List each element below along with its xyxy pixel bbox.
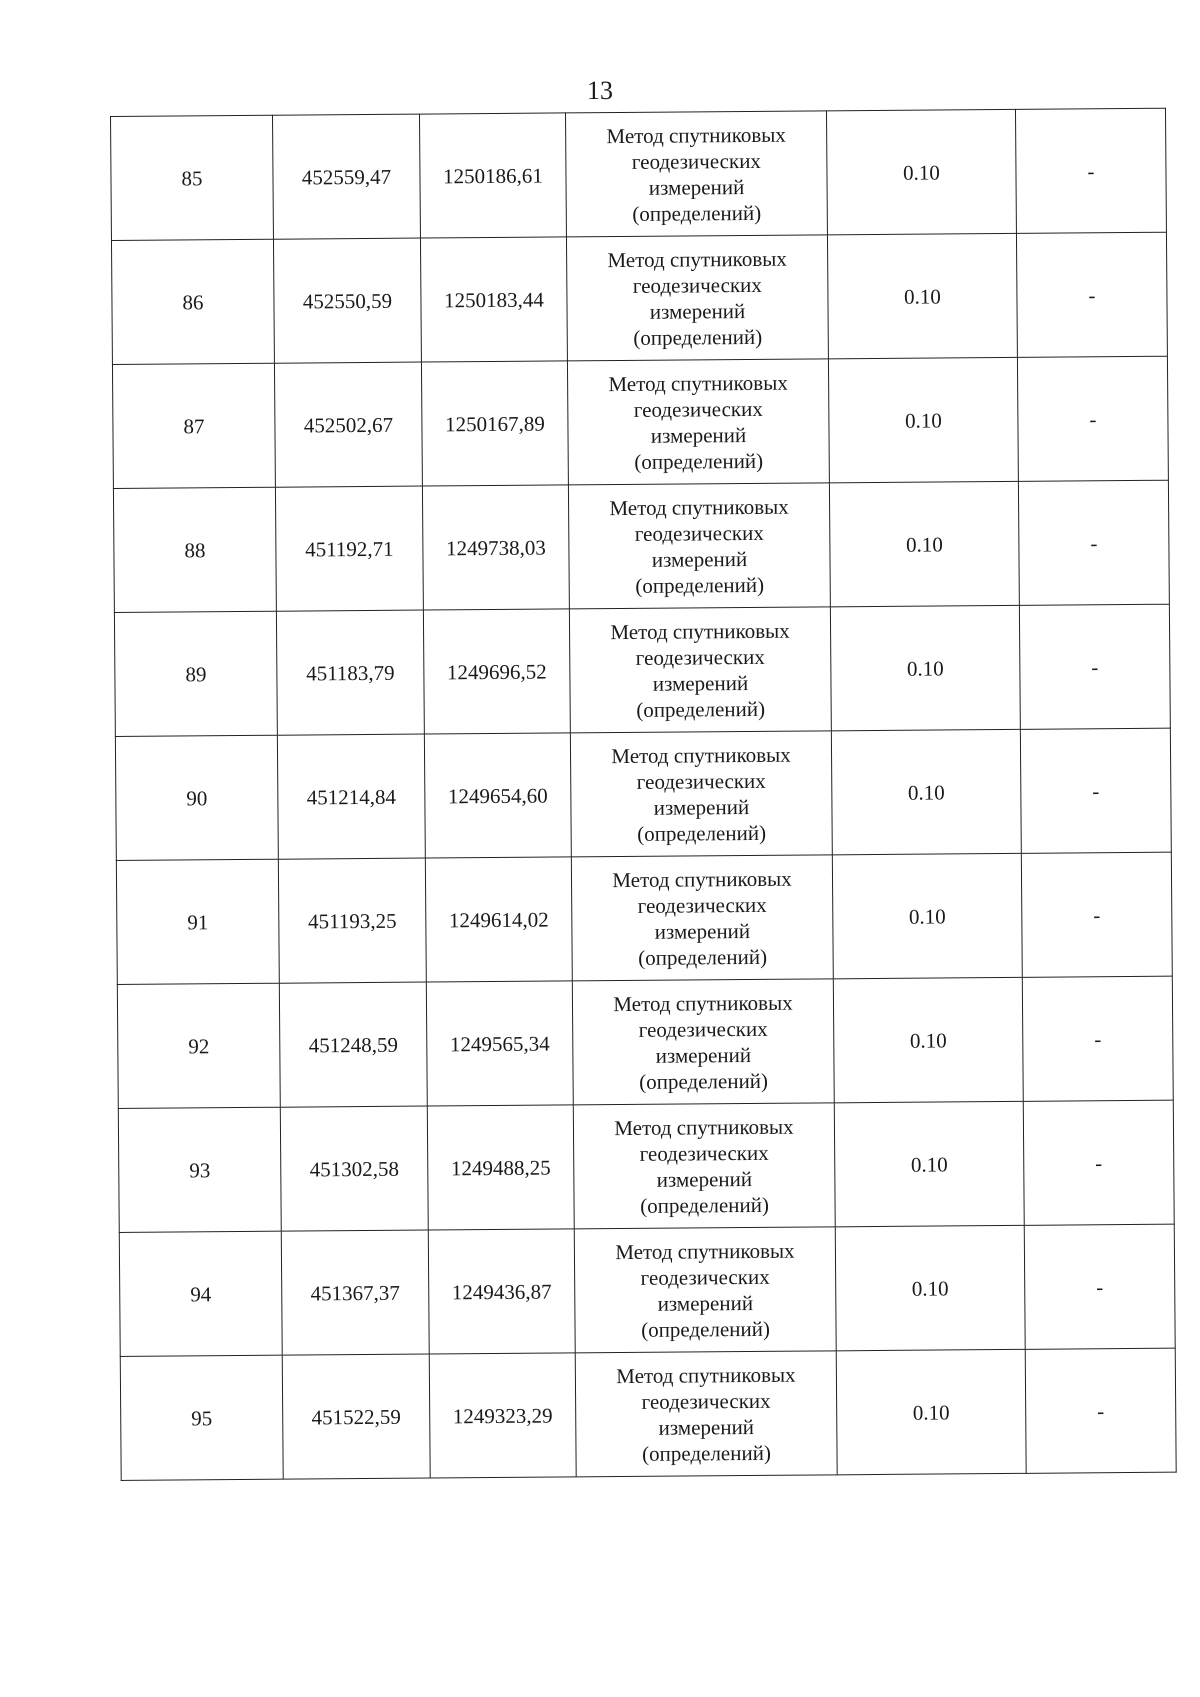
note-cell: - <box>1020 728 1171 853</box>
method-text-line: измерений <box>649 298 746 324</box>
y-coordinate-cell: 1249565,34 <box>426 981 573 1106</box>
accuracy-cell: 0.10 <box>832 853 1022 978</box>
method-text-line: Метод спутниковых <box>607 246 787 272</box>
point-number-cell: 93 <box>118 1107 281 1232</box>
method-text-line: (определений) <box>633 324 763 350</box>
x-coordinate-cell: 451367,37 <box>281 1230 429 1355</box>
table-row <box>114 604 1170 736</box>
table-row <box>111 232 1167 364</box>
method-text-line: (определений) <box>636 696 766 722</box>
method-text-line: Метод спутниковых <box>609 494 789 520</box>
method-text-line: Метод спутниковых <box>614 1114 794 1140</box>
method-cell <box>570 731 832 857</box>
method-text-line: измерений <box>654 918 751 944</box>
note-cell: - <box>1019 604 1170 729</box>
note-cell: - <box>1024 1224 1175 1349</box>
method-cell <box>571 855 833 981</box>
coordinates-table <box>110 108 1177 1481</box>
method-cell <box>574 1227 836 1353</box>
method-text-line: геодезических <box>641 1388 771 1414</box>
table-row <box>116 852 1172 984</box>
accuracy-cell: 0.10 <box>828 357 1018 482</box>
method-text-line: измерений <box>658 1414 755 1440</box>
point-number-cell: 91 <box>116 859 279 984</box>
table-row <box>120 1348 1176 1480</box>
accuracy-cell: 0.10 <box>836 1349 1026 1474</box>
method-text-line: Метод спутниковых <box>610 618 790 644</box>
method-text-line: Метод спутниковых <box>615 1238 795 1264</box>
note-cell: - <box>1021 852 1172 977</box>
note-cell: - <box>1018 480 1169 605</box>
method-text-line: измерений <box>648 174 745 200</box>
method-text-line: (определений) <box>640 1192 770 1218</box>
point-number-cell: 94 <box>119 1231 282 1356</box>
coordinates-table-body <box>111 108 1177 1480</box>
coordinates-table-wrapper <box>110 108 1176 1481</box>
x-coordinate-cell: 451522,59 <box>282 1354 430 1479</box>
x-coordinate-cell: 452502,67 <box>274 362 422 487</box>
note-cell: - <box>1015 108 1166 233</box>
method-cell <box>567 359 829 485</box>
table-row <box>111 108 1167 240</box>
method-text-line: (определений) <box>641 1316 771 1342</box>
x-coordinate-cell: 451248,59 <box>279 982 427 1107</box>
point-number-cell: 87 <box>112 363 275 488</box>
y-coordinate-cell: 1249488,25 <box>427 1105 574 1230</box>
note-cell: - <box>1022 976 1173 1101</box>
x-coordinate-cell: 452550,59 <box>273 238 421 363</box>
method-text-line: геодезических <box>639 1140 769 1166</box>
method-text-line: геодезических <box>640 1264 770 1290</box>
method-cell <box>566 235 828 361</box>
y-coordinate-cell: 1250167,89 <box>421 361 568 486</box>
point-number-cell: 89 <box>114 611 277 736</box>
method-text-line: геодезических <box>632 272 762 298</box>
accuracy-cell: 0.10 <box>829 481 1019 606</box>
method-text-line: геодезических <box>633 396 763 422</box>
note-cell: - <box>1016 232 1167 357</box>
table-row <box>119 1224 1175 1356</box>
method-text-line: (определений) <box>637 820 767 846</box>
method-text-line: геодезических <box>634 520 764 546</box>
y-coordinate-cell: 1249654,60 <box>424 733 571 858</box>
x-coordinate-cell: 451302,58 <box>280 1106 428 1231</box>
accuracy-cell: 0.10 <box>833 977 1023 1102</box>
table-row <box>118 1100 1174 1232</box>
point-number-cell: 95 <box>120 1355 283 1480</box>
method-text-line: измерений <box>650 422 747 448</box>
method-text-line: Метод спутниковых <box>611 742 791 768</box>
y-coordinate-cell: 1250183,44 <box>420 237 567 362</box>
y-coordinate-cell: 1249696,52 <box>423 609 570 734</box>
y-coordinate-cell: 1250186,61 <box>419 113 566 238</box>
y-coordinate-cell: 1249436,87 <box>428 1229 575 1354</box>
accuracy-cell: 0.10 <box>830 605 1020 730</box>
y-coordinate-cell: 1249614,02 <box>425 857 572 982</box>
point-number-cell: 90 <box>115 735 278 860</box>
method-text-line: измерений <box>651 546 748 572</box>
note-cell: - <box>1025 1348 1176 1473</box>
accuracy-cell: 0.10 <box>835 1225 1025 1350</box>
note-cell: - <box>1017 356 1168 481</box>
method-text-line: измерений <box>652 670 749 696</box>
method-text-line: (определений) <box>638 944 768 970</box>
note-cell: - <box>1023 1100 1174 1225</box>
method-text-line: геодезических <box>635 644 765 670</box>
accuracy-cell: 0.10 <box>826 109 1016 234</box>
method-text-line: измерений <box>657 1290 754 1316</box>
method-text-line: геодезических <box>637 892 767 918</box>
method-text-line: геодезических <box>631 148 761 174</box>
table-row <box>113 480 1169 612</box>
method-cell <box>569 607 831 733</box>
method-text-line: геодезических <box>636 768 766 794</box>
accuracy-cell: 0.10 <box>831 729 1021 854</box>
method-text-line: геодезических <box>638 1016 768 1042</box>
table-row <box>117 976 1173 1108</box>
x-coordinate-cell: 451214,84 <box>277 734 425 859</box>
method-cell <box>568 483 830 609</box>
method-cell <box>575 1351 837 1477</box>
x-coordinate-cell: 451192,71 <box>275 486 423 611</box>
method-cell <box>573 1103 835 1229</box>
method-text-line: Метод спутниковых <box>612 866 792 892</box>
y-coordinate-cell: 1249323,29 <box>429 1353 576 1478</box>
method-text-line: (определений) <box>632 200 762 226</box>
accuracy-cell: 0.10 <box>834 1101 1024 1226</box>
method-text-line: Метод спутниковых <box>606 122 786 148</box>
x-coordinate-cell: 451193,25 <box>278 858 426 983</box>
method-text-line: измерений <box>656 1166 753 1192</box>
table-row <box>112 356 1168 488</box>
method-text-line: Метод спутниковых <box>616 1362 796 1388</box>
method-text-line: (определений) <box>642 1440 772 1466</box>
x-coordinate-cell: 452559,47 <box>272 114 420 239</box>
method-text-line: (определений) <box>639 1068 769 1094</box>
y-coordinate-cell: 1249738,03 <box>422 485 569 610</box>
method-text-line: Метод спутниковых <box>613 990 793 1016</box>
point-number-cell: 92 <box>117 983 280 1108</box>
method-cell <box>572 979 834 1105</box>
method-text-line: (определений) <box>635 572 765 598</box>
method-text-line: Метод спутниковых <box>608 370 788 396</box>
accuracy-cell: 0.10 <box>827 233 1017 358</box>
method-cell <box>565 111 827 237</box>
point-number-cell: 85 <box>111 115 274 240</box>
table-row <box>115 728 1171 860</box>
page-number: 13 <box>587 76 613 105</box>
point-number-cell: 88 <box>113 487 276 612</box>
method-text-line: измерений <box>653 794 750 820</box>
x-coordinate-cell: 451183,79 <box>276 610 424 735</box>
method-text-line: измерений <box>655 1042 752 1068</box>
method-text-line: (определений) <box>634 448 764 474</box>
point-number-cell: 86 <box>111 239 274 364</box>
